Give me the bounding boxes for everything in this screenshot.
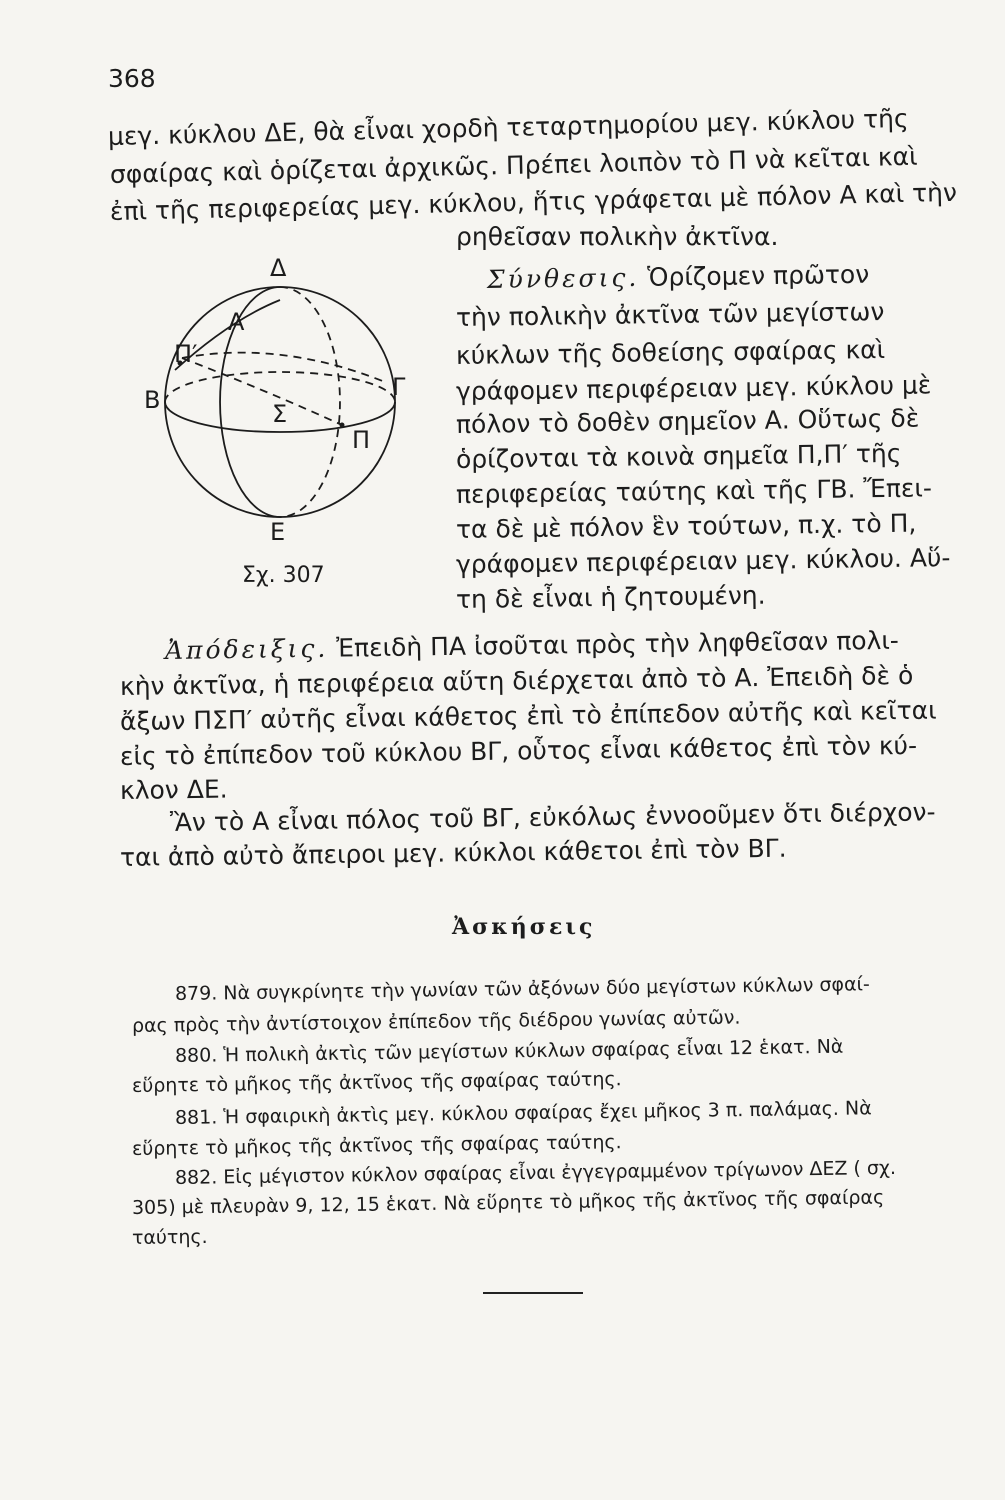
text-line: εἰς τὸ ἐπίπεδον τοῦ κύκλου ΒΓ, οὗτος εἶναι κάθετος ἐπὶ τὸν κύ- (119, 730, 918, 771)
text-line: πόλον τὸ δοθὲν σημεῖον Α. Οὕτως δὲ (455, 403, 920, 439)
proof-first-text: Ἐπειδὴ ΠΑ ἰσοῦται πρὸς τὴν ληφθεῖσαν πολι- (336, 625, 900, 663)
exercise-line: 882. Εἰς μέγιστον κύκλον σφαίρας εἶναι ἐγγεγραμμένον τρίγωνον ΔΕΖ ( σχ. (174, 1156, 897, 1189)
proof-first-line (165, 626, 899, 666)
text-line: κὴν ἀκτῖνα, ἡ περιφέρεια αὕτη διέρχεται ἀπὸ τὸ Α. Ἐπειδὴ δὲ ὁ (119, 660, 914, 701)
text-line: τα δὲ μὲ πόλον ἓν τούτων, π.χ. τὸ Π, (455, 508, 917, 544)
label-beta: Β (144, 386, 161, 414)
label-pi-prime: Π′ (174, 340, 198, 368)
exercises-heading: Ἀσκήσεις (452, 914, 596, 940)
text-line: περιφερείας ταύτης καὶ τῆς ΓΒ. Ἔπει- (455, 473, 933, 509)
label-alpha: Α (228, 308, 245, 336)
exercise-line: ρας πρὸς τὴν ἀντίστοιχον ἐπίπεδον τῆς διέδρου γωνίας αὐτῶν. (131, 1006, 741, 1037)
text-line: Ἂν τὸ Α εἶναι πόλος τοῦ ΒΓ, εὐκόλως ἐννοοῦμεν ὅτι διέρχον- (169, 797, 936, 837)
label-sigma: Σ (272, 400, 288, 428)
exercise-line: 881. Ἡ σφαιρικὴ ἀκτὶς μεγ. κύκλου σφαίρας ἔχει μῆκος 3 π. παλάμας. Νὰ (174, 1097, 872, 1129)
synthesis-first-text: Ὁρίζομεν πρῶτον (647, 259, 870, 292)
text-line: τη δὲ εἶναι ἡ ζητουμένη. (455, 580, 766, 614)
label-delta: Δ (270, 254, 287, 282)
text-line: ρηθεῖσαν πολικὴν ἀκτῖνα. (456, 222, 779, 251)
text-line: γράφομεν περιφέρειαν μεγ. κύκλου. Αὕ- (455, 543, 951, 579)
end-rule (483, 1292, 583, 1294)
exercise-line: εὕρητε τὸ μῆκος τῆς ἀκτῖνος τῆς σφαίρας ταύτης. (131, 1131, 622, 1160)
synthesis-first-line (487, 260, 870, 295)
label-gamma: Γ (392, 373, 406, 401)
figure-caption: Σχ. 307 (242, 563, 325, 588)
synthesis-label: Σύνθεσις. (486, 262, 640, 294)
text-line: σφαίρας καὶ ὁρίζεται ἀρχικῶς. Πρέπει λοιπὸν τὸ Π νὰ κεῖται καὶ (109, 141, 918, 189)
exercise-line: 305) μὲ πλευρὰν 9, 12, 15 ἑκατ. Νὰ εὕρητε τὸ μῆκος τῆς ἀκτῖνος τῆς σφαίρας (131, 1186, 885, 1219)
text-line: ὁρίζονται τὰ κοινὰ σημεῖα Π,Π′ τῆς (455, 438, 902, 474)
text-line: γράφομεν περιφέρειαν μεγ. κύκλου μὲ (455, 370, 932, 406)
sphere-figure (130, 240, 430, 620)
axis-dashed-line (182, 358, 342, 425)
text-line: κλον ΔΕ. (119, 774, 228, 805)
label-pi: Π (352, 426, 371, 454)
page-number: 368 (108, 64, 156, 93)
text-line: ἐπὶ τῆς περιφερείας μεγ. κύκλου, ἥτις γράφεται μὲ πόλον Α καὶ τὴν (109, 177, 958, 226)
proof-label: Ἀπόδειξις. (164, 633, 329, 665)
point-p (340, 423, 345, 428)
text-line: ται ἀπὸ αὐτὸ ἄπειροι μεγ. κύκλοι κάθετοι ἐπὶ τὸν ΒΓ. (119, 833, 787, 872)
label-epsilon: Ε (270, 518, 286, 546)
exercise-line: 879. Νὰ συγκρίνητε τὴν γωνίαν τῶν ἀξόνων δύο μεγίστων κύκλων σφαί- (174, 973, 870, 1005)
text-line: ἄξων ΠΣΠ′ αὐτῆς εἶναι κάθετος ἐπὶ τὸ ἐπίπεδον αὐτῆς καὶ κεῖται (119, 695, 937, 736)
text-line: μεγ. κύκλου ΔΕ, θὰ εἶναι χορδὴ τεταρτημορίου μεγ. κύκλου τῆς (107, 103, 909, 151)
exercise-line: 880. Ἡ πολικὴ ἀκτὶς τῶν μεγίστων κύκλων σφαίρας εἶναι 12 ἑκατ. Νὰ (174, 1035, 844, 1067)
exercise-line: ταύτης. (131, 1225, 208, 1249)
exercise-line: εὕρητε τὸ μῆκος τῆς ἀκτῖνος τῆς σφαίρας ταύτης. (131, 1068, 622, 1097)
text-line: κύκλων τῆς δοθείσης σφαίρας καὶ (455, 335, 886, 370)
text-line: τὴν πολικὴν ἀκτῖνα τῶν μεγίστων (455, 297, 885, 332)
